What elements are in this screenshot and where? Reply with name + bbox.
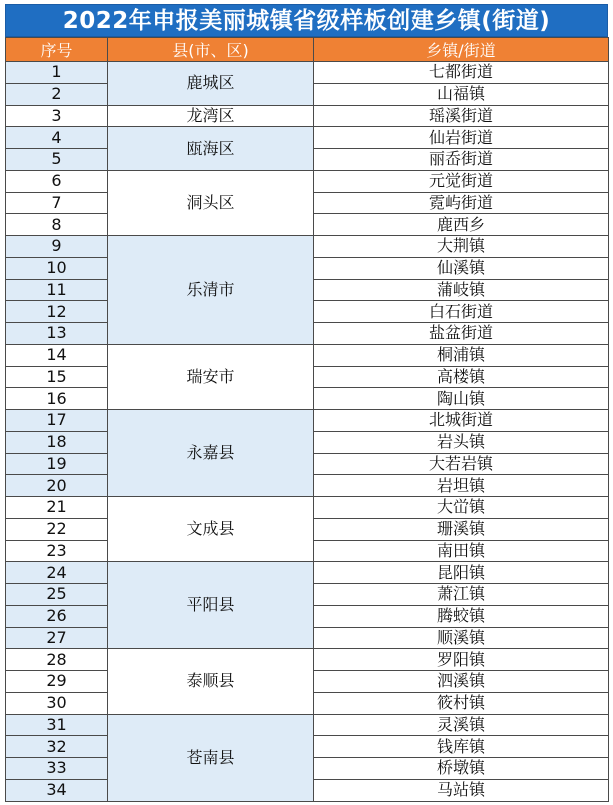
- cell-county: 泰顺县: [108, 649, 314, 714]
- cell-no: 24: [6, 562, 108, 584]
- town-table: [5, 37, 609, 802]
- cell-no: 7: [6, 192, 108, 214]
- cell-no: 33: [6, 758, 108, 780]
- cell-no: 23: [6, 540, 108, 562]
- cell-no: 30: [6, 692, 108, 714]
- cell-no: 17: [6, 410, 108, 432]
- cell-county: 乐清市: [108, 236, 314, 345]
- cell-no: 11: [6, 279, 108, 301]
- table-row: [6, 344, 609, 366]
- cell-town: 山福镇: [314, 83, 609, 105]
- cell-no: 2: [6, 83, 108, 105]
- header-town: 乡镇/街道: [314, 38, 609, 62]
- cell-town: 桥墩镇: [314, 758, 609, 780]
- cell-county: 平阳县: [108, 562, 314, 649]
- cell-county: 瑞安市: [108, 344, 314, 409]
- cell-no: 26: [6, 605, 108, 627]
- cell-no: 31: [6, 714, 108, 736]
- cell-no: 34: [6, 779, 108, 801]
- cell-no: 25: [6, 584, 108, 606]
- cell-no: 18: [6, 431, 108, 453]
- table-row: [6, 236, 609, 258]
- header-row: [6, 38, 609, 62]
- cell-town: 盐盆街道: [314, 323, 609, 345]
- cell-town: 鹿西乡: [314, 214, 609, 236]
- cell-no: 14: [6, 344, 108, 366]
- cell-town: 七都街道: [314, 62, 609, 84]
- cell-no: 12: [6, 301, 108, 323]
- cell-town: 泗溪镇: [314, 671, 609, 693]
- table-body: [6, 62, 609, 802]
- cell-no: 20: [6, 475, 108, 497]
- cell-no: 3: [6, 105, 108, 127]
- cell-county: 瓯海区: [108, 127, 314, 171]
- cell-town: 高楼镇: [314, 366, 609, 388]
- cell-town: 北城街道: [314, 410, 609, 432]
- table-row: [6, 62, 609, 84]
- cell-county: 永嘉县: [108, 410, 314, 497]
- cell-town: 陶山镇: [314, 388, 609, 410]
- cell-no: 19: [6, 453, 108, 475]
- cell-county: 鹿城区: [108, 62, 314, 106]
- cell-no: 27: [6, 627, 108, 649]
- table-row: [6, 562, 609, 584]
- cell-no: 16: [6, 388, 108, 410]
- cell-town: 罗阳镇: [314, 649, 609, 671]
- cell-no: 8: [6, 214, 108, 236]
- cell-county: 苍南县: [108, 714, 314, 801]
- cell-town: 筱村镇: [314, 692, 609, 714]
- cell-town: 白石街道: [314, 301, 609, 323]
- cell-town: 瑶溪街道: [314, 105, 609, 127]
- header-no: 序号: [6, 38, 108, 62]
- cell-town: 大荆镇: [314, 236, 609, 258]
- cell-town: 马站镇: [314, 779, 609, 801]
- cell-town: 仙岩街道: [314, 127, 609, 149]
- cell-no: 32: [6, 736, 108, 758]
- table-row: [6, 105, 609, 127]
- table-row: [6, 714, 609, 736]
- table-row: [6, 649, 609, 671]
- cell-town: 丽岙街道: [314, 149, 609, 171]
- cell-no: 29: [6, 671, 108, 693]
- cell-town: 南田镇: [314, 540, 609, 562]
- cell-no: 13: [6, 323, 108, 345]
- cell-no: 4: [6, 127, 108, 149]
- cell-town: 顺溪镇: [314, 627, 609, 649]
- cell-county: 文成县: [108, 497, 314, 562]
- cell-town: 大峃镇: [314, 497, 609, 519]
- cell-town: 腾蛟镇: [314, 605, 609, 627]
- table-row: [6, 127, 609, 149]
- cell-no: 28: [6, 649, 108, 671]
- cell-town: 仙溪镇: [314, 257, 609, 279]
- cell-town: 萧江镇: [314, 584, 609, 606]
- cell-town: 钱库镇: [314, 736, 609, 758]
- table-row: [6, 170, 609, 192]
- cell-town: 灵溪镇: [314, 714, 609, 736]
- cell-town: 大若岩镇: [314, 453, 609, 475]
- cell-town: 霓屿街道: [314, 192, 609, 214]
- cell-no: 6: [6, 170, 108, 192]
- cell-no: 21: [6, 497, 108, 519]
- header-county: 县(市、区): [108, 38, 314, 62]
- cell-no: 9: [6, 236, 108, 258]
- cell-town: 蒲岐镇: [314, 279, 609, 301]
- cell-town: 珊溪镇: [314, 518, 609, 540]
- table-row: [6, 497, 609, 519]
- cell-county: 洞头区: [108, 170, 314, 235]
- cell-town: 昆阳镇: [314, 562, 609, 584]
- cell-town: 元觉街道: [314, 170, 609, 192]
- cell-no: 15: [6, 366, 108, 388]
- cell-no: 22: [6, 518, 108, 540]
- cell-no: 10: [6, 257, 108, 279]
- cell-no: 5: [6, 149, 108, 171]
- cell-town: 岩头镇: [314, 431, 609, 453]
- cell-town: 桐浦镇: [314, 344, 609, 366]
- cell-no: 1: [6, 62, 108, 84]
- cell-county: 龙湾区: [108, 105, 314, 127]
- table-row: [6, 410, 609, 432]
- cell-town: 岩坦镇: [314, 475, 609, 497]
- table-title: 2022年申报美丽城镇省级样板创建乡镇(街道): [5, 4, 608, 37]
